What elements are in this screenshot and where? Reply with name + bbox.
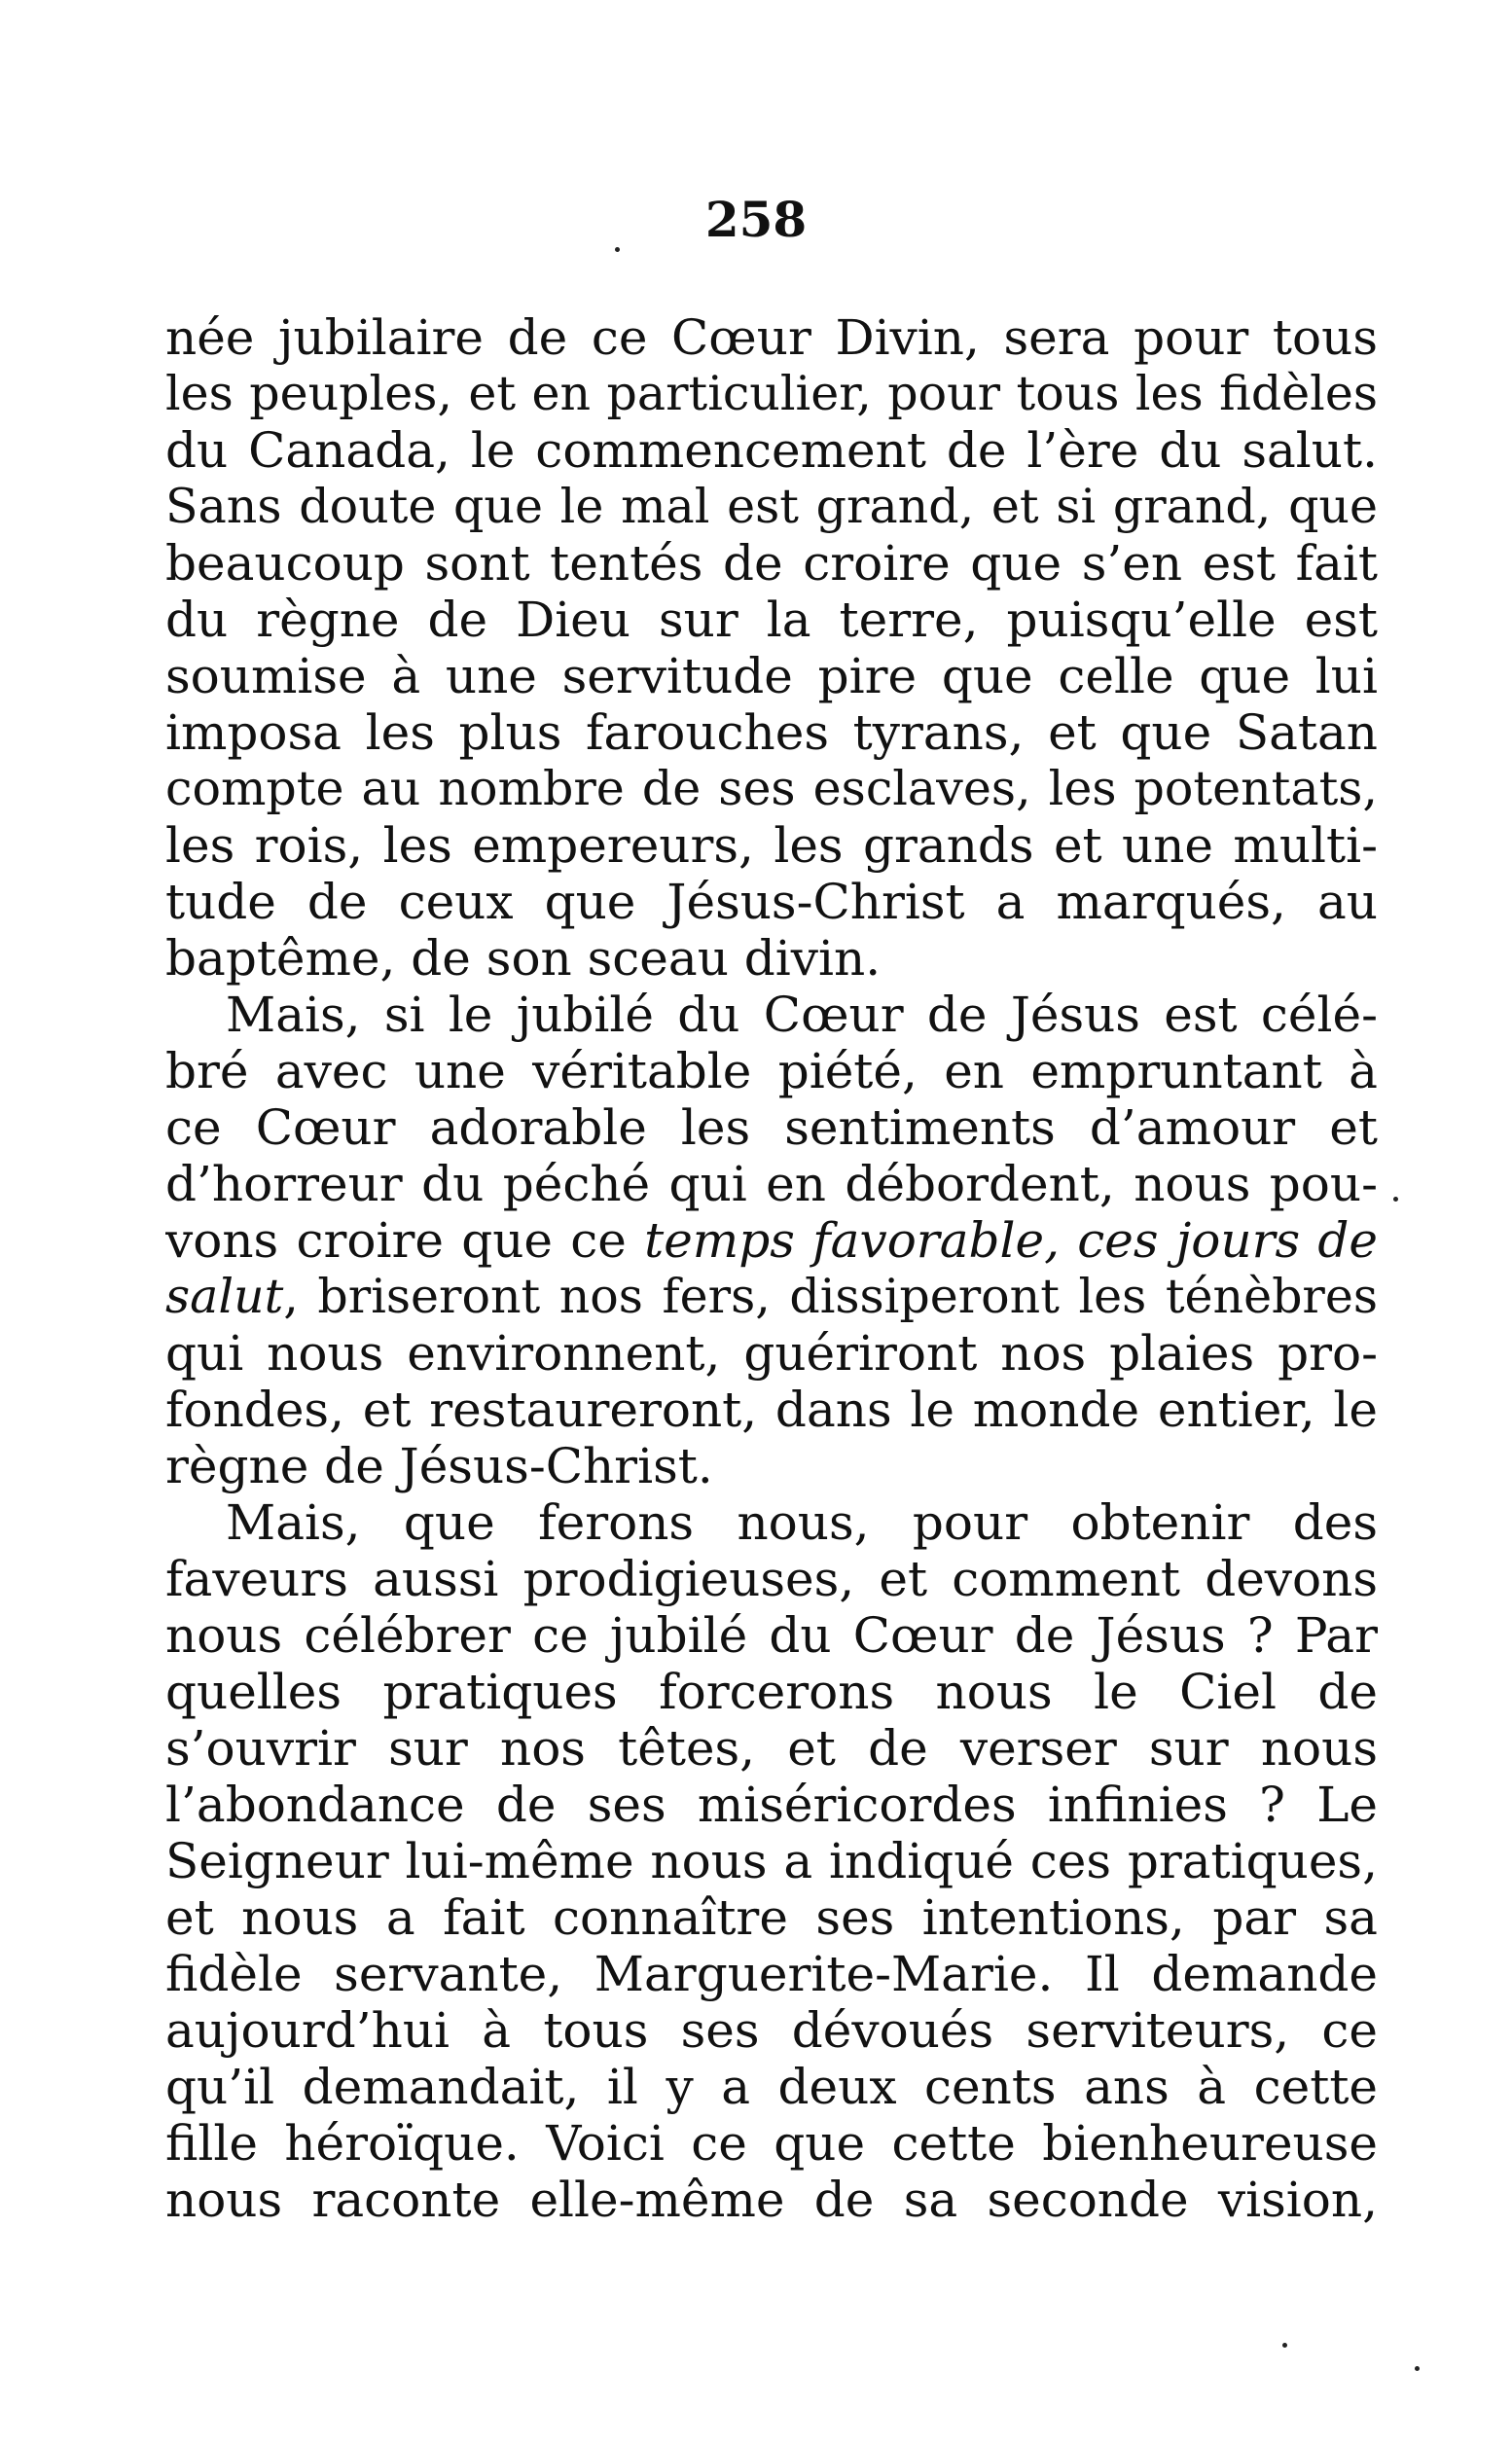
italic-text-segment: salut bbox=[165, 1269, 284, 1324]
text-line bbox=[165, 1720, 1378, 1777]
text-segment: du Canada, le commencement de l’ère du salut. bbox=[165, 422, 1378, 479]
print-speck bbox=[1415, 2366, 1420, 2371]
text-segment: Mais, si le jubilé du Cœur de Jésus est célé- bbox=[226, 987, 1378, 1043]
text-line bbox=[165, 1325, 1378, 1382]
text-segment: quelles pratiques forcerons nous le Ciel de bbox=[165, 1664, 1378, 1720]
text-segment: du règne de Dieu sur la terre, puisqu’elle est bbox=[165, 592, 1378, 648]
text-line bbox=[165, 1833, 1378, 1889]
text-line bbox=[165, 1664, 1378, 1720]
text-line bbox=[165, 1946, 1378, 2002]
text-line bbox=[165, 1494, 1378, 1551]
text-segment: ce Cœur adorable les sentiments d’amour et bbox=[165, 1099, 1378, 1156]
text-line bbox=[165, 535, 1378, 592]
text-segment: les peuples, et en particulier, pour tous les fidèles bbox=[165, 366, 1378, 421]
text-segment: d’horreur du péché qui en débordent, nous pou- bbox=[165, 1156, 1378, 1212]
text-line bbox=[165, 2002, 1378, 2059]
text-line bbox=[165, 987, 1378, 1043]
print-speck bbox=[1282, 2343, 1287, 2348]
text-line bbox=[165, 1382, 1378, 1438]
text-line bbox=[165, 704, 1378, 761]
text-segment: Mais, que ferons nous, pour obtenir des bbox=[226, 1494, 1378, 1551]
text-line bbox=[165, 1269, 1378, 1325]
text-line bbox=[165, 309, 1378, 366]
text-segment: tude de ceux que Jésus-Christ a marqués, au bbox=[165, 874, 1378, 930]
print-speck bbox=[615, 247, 620, 252]
text-line bbox=[165, 1043, 1378, 1099]
text-segment: qui nous environnent, guériront nos plaies pro- bbox=[165, 1325, 1378, 1382]
text-line bbox=[165, 2172, 1378, 2228]
text-line bbox=[165, 648, 1378, 704]
text-line bbox=[165, 479, 1378, 535]
text-line bbox=[165, 1551, 1378, 1607]
page-number: 258 bbox=[704, 191, 808, 248]
text-line bbox=[165, 1777, 1378, 1833]
text-segment: fondes, et restaureront, dans le monde entier, le bbox=[165, 1382, 1378, 1438]
text-segment: nous raconte elle-même de sa seconde vision, bbox=[165, 2172, 1378, 2228]
text-line bbox=[165, 1212, 1378, 1269]
text-segment: les rois, les empereurs, les grands et une multi- bbox=[165, 817, 1378, 874]
text-line bbox=[165, 874, 1378, 930]
text-segment: faveurs aussi prodigieuses, et comment devons bbox=[165, 1551, 1378, 1607]
text-segment: et nous a fait connaître ses intentions, par sa bbox=[165, 1889, 1378, 1946]
text-segment: s’ouvrir sur nos têtes, et de verser sur nous bbox=[165, 1720, 1378, 1777]
text-segment: règne de Jésus-Christ. bbox=[165, 1438, 713, 1494]
text-line bbox=[165, 592, 1378, 648]
text-line bbox=[165, 1889, 1378, 1946]
body-text bbox=[165, 309, 1378, 2228]
text-segment: qu’il demandait, il y a deux cents ans à cette bbox=[165, 2059, 1378, 2115]
text-line bbox=[165, 930, 1378, 987]
text-line bbox=[165, 1099, 1378, 1156]
text-segment: fille héroïque. Voici ce que cette bienheureuse bbox=[165, 2115, 1378, 2172]
text-segment: l’abondance de ses miséricordes infinies ? Le bbox=[165, 1777, 1378, 1833]
print-speck bbox=[1393, 1197, 1398, 1202]
text-line bbox=[165, 761, 1378, 817]
text-line bbox=[165, 1607, 1378, 1664]
text-line bbox=[165, 1438, 1378, 1494]
text-segment: imposa les plus farouches tyrans, et que Satan bbox=[165, 704, 1378, 761]
text-segment: vons croire que ce bbox=[165, 1212, 645, 1269]
text-segment: aujourd’hui à tous ses dévoués serviteurs, ce bbox=[165, 2002, 1378, 2059]
text-line bbox=[165, 366, 1378, 422]
text-line bbox=[165, 2115, 1378, 2172]
text-segment: compte au nombre de ses esclaves, les potentats, bbox=[165, 761, 1378, 816]
text-segment: , briseront nos fers, dissiperont les ténèbres bbox=[283, 1269, 1378, 1324]
text-line bbox=[165, 817, 1378, 874]
text-segment: beaucoup sont tentés de croire que s’en est fait bbox=[165, 535, 1378, 592]
text-line bbox=[165, 2059, 1378, 2115]
text-segment: fidèle servante, Marguerite-Marie. Il demande bbox=[165, 1946, 1378, 2002]
text-line bbox=[165, 422, 1378, 479]
italic-text-segment: temps favorable, ces jours de bbox=[644, 1212, 1378, 1269]
text-segment: née jubilaire de ce Cœur Divin, sera pour tous bbox=[165, 309, 1378, 366]
text-segment: baptême, de son sceau divin. bbox=[165, 930, 882, 987]
text-segment: nous célébrer ce jubilé du Cœur de Jésus ? Par bbox=[165, 1607, 1378, 1664]
text-segment: Sans doute que le mal est grand, et si grand, que bbox=[165, 479, 1378, 534]
text-segment: Seigneur lui-même nous a indiqué ces pratiques, bbox=[165, 1833, 1378, 1889]
text-segment: bré avec une véritable piété, en empruntant à bbox=[165, 1043, 1378, 1099]
text-segment: soumise à une servitude pire que celle que lui bbox=[165, 648, 1378, 704]
text-line bbox=[165, 1156, 1378, 1212]
